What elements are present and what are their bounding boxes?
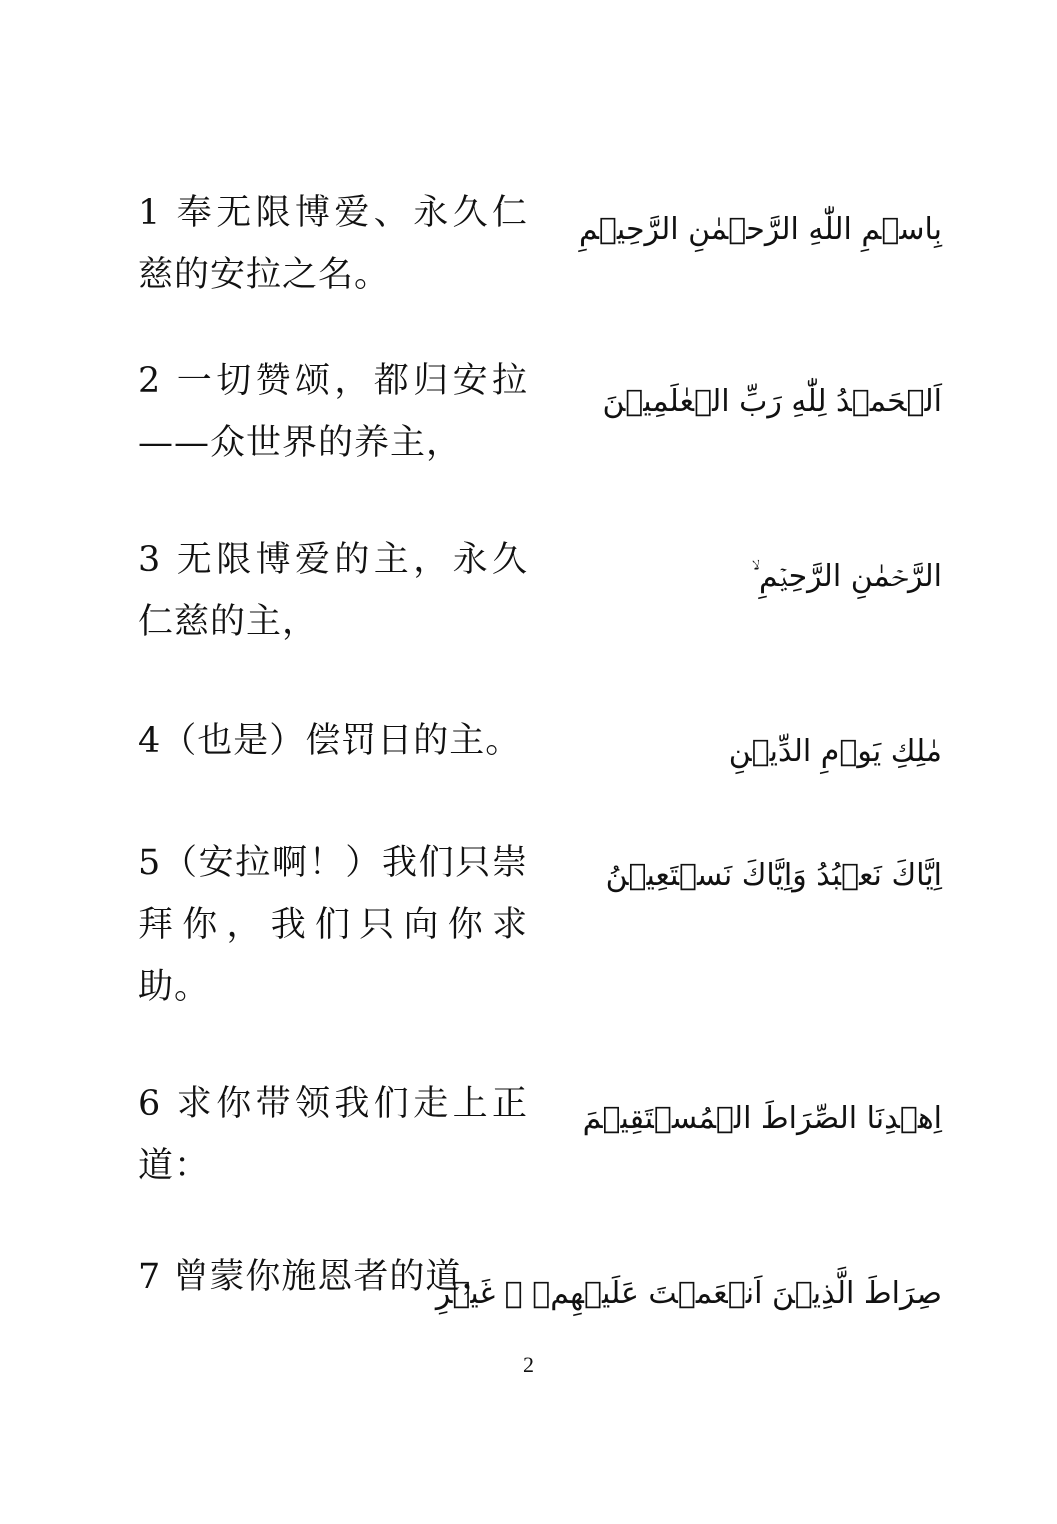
verse-chinese-text: 1 奉无限博爱、永久仁慈的安拉之名。 [138, 193, 528, 295]
verse-chinese-text: 5（安拉啊！）我们只崇拜你，我们只向你求助。 [138, 843, 528, 1007]
verse-chinese-text: 6 求你带领我们走上正道： [138, 1084, 528, 1186]
verse-arabic-text: اِهۡدِنَا الصِّرَاطَ الۡمُسۡتَقِيۡمَ [582, 1101, 942, 1136]
verse-arabic-text: اَلۡحَمۡدُ لِلّٰهِ رَبِّ الۡعٰلَمِيۡنَ [602, 384, 942, 419]
verse-arabic-text: صِرَاطَ الَّذِيۡنَ اَنۡعَمۡتَ عَلَيۡهِمۡ ۙ غَيۡرِ [435, 1276, 942, 1311]
verse-chinese-text: 4（也是）偿罚日的主。 [138, 721, 522, 761]
page-number: 2 [523, 1352, 534, 1377]
verse-chinese-text: 3 无限博爱的主，永久仁慈的主， [138, 540, 528, 642]
verse-arabic-text: بِاسۡمِ اللّٰهِ الرَّحۡمٰنِ الرَّحِيۡمِ [578, 212, 942, 247]
verse-arabic-text: الرَّحۡمٰنِ الرَّحِيۡمِ ۙ [751, 559, 942, 594]
verse-chinese-text: 7 曾蒙你施恩者的道， [138, 1257, 498, 1297]
verse-arabic-text: مٰلِكِ يَوۡمِ الدِّيۡنِ [728, 734, 942, 769]
verse-chinese-text: 2 一切赞颂，都归安拉——众世界的养主， [138, 361, 528, 463]
verse-arabic-text: اِيَّاكَ نَعۡبُدُ وَاِيَّاكَ نَسۡتَعِيۡنُ [605, 858, 942, 893]
